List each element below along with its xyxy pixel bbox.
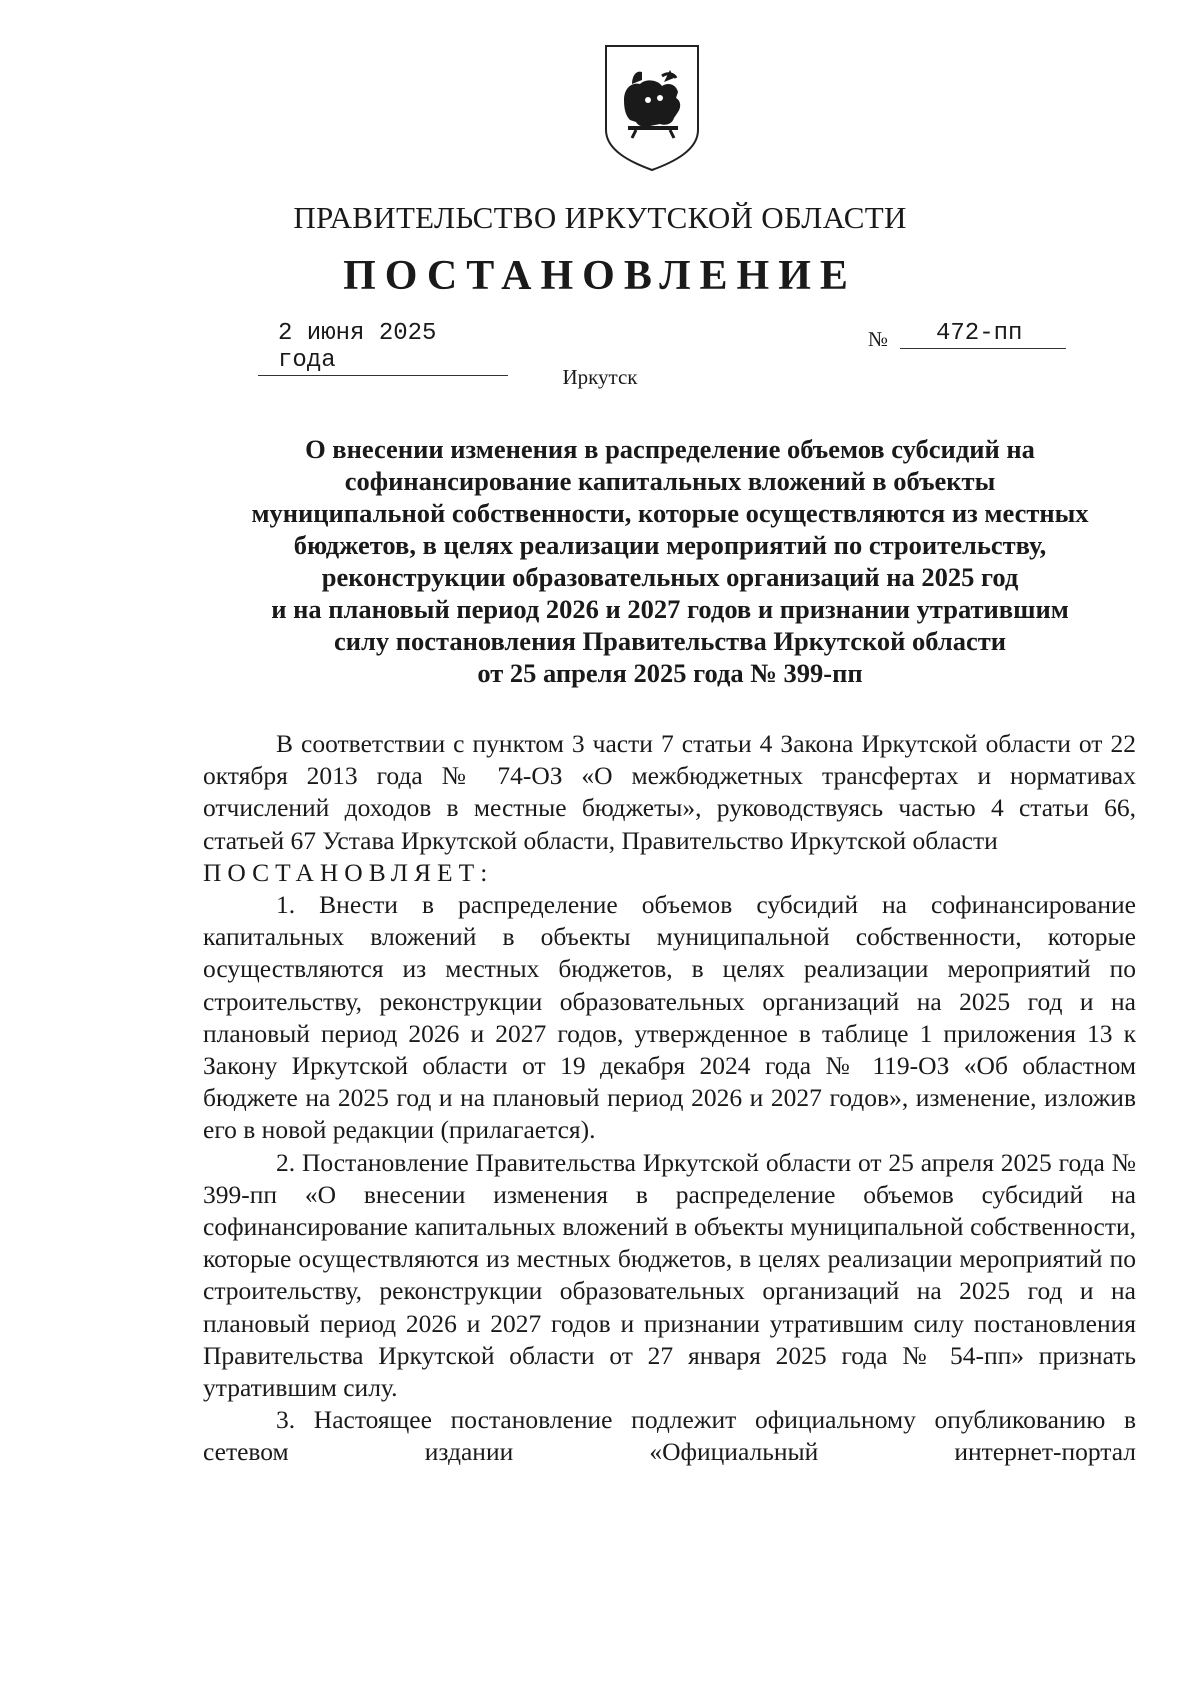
title-line: бюджетов, в целях реализации мероприятий по строительству, [293,530,1047,560]
title-line: софинансирование капитальных вложений в объекты [344,466,996,496]
item-1-paragraph: 1. Внести в распределение объемов субсидий на софинансирование капитальных вложений в объекты муниципальной собственности, которые осуществляются из местных бюджетов, в целях реализации мероприятий по строительству, реконструкции образовательных организаций на 2025 год и на плановый период 2026 и 2027 годов, утвержденное в таблице 1 приложения 13 к Закону Иркутской области от 19 декабря 2024 года № 119-ОЗ «Об областном бюджете на 2025 год и на плановый период 2026 и 2027 годов», изменение, изложив его в новой редакции (прилагается). [203,890,1136,1145]
document-date: 2 июня 2025 года [258,320,508,376]
title-line: от 25 апреля 2025 года № 399-пп [477,658,863,688]
document-city: Иркутск [562,365,638,389]
item-3-paragraph: 3. Настоящее постановление подлежит официальному опубликованию в сетевом издании «Официальный интернет-портал [203,1405,1136,1467]
title-line: силу постановления Правительства Иркутской области [333,626,1007,656]
document-title [200,433,1140,689]
title-line: О внесении изменения в распределение объемов субсидий на [305,434,1035,464]
document-type: ПОСТАНОВЛЕНИЕ [343,253,857,299]
item-2-paragraph: 2. Постановление Правительства Иркутской области от 25 апреля 2025 года № 399-пп «О внесении изменения в распределение объемов субсидий на софинансирование капитальных вложений в объекты муниципальной собственности, которые осуществляются из местных бюджетов, в целях реализации мероприятий по строительству, реконструкции образовательных организаций на 2025 год и на плановый период 2026 и 2027 годов и признании утратившим силу постановления Правительства Иркутской области от 27 января 2025 года № 54-пп» признать утратившим силу. [203,1147,1136,1403]
title-line: муниципальной собственности, которые осуществляются из местных [251,498,1089,528]
coat-of-arms-icon [602,42,702,174]
title-line: реконструкции образовательных организаций на 2025 год [321,562,1019,592]
document-body [203,728,1136,1469]
number-label: № [868,327,889,351]
government-name: ПРАВИТЕЛЬСТВО ИРКУТСКОЙ ОБЛАСТИ [293,200,907,235]
preamble-paragraph: В соответствии с пунктом 3 части 7 статьи 4 Закона Иркутской области от 22 октября 2013 года № 74-ОЗ «О межбюджетных трансфертах и нормативах отчислений доходов в местные бюджеты», руководствуясь частью 4 статьи 66, статьей 67 Устава Иркутской области, Правительство Иркутской области [203,729,1136,855]
title-line: и на плановый период 2026 и 2027 годов и признании утратившим [271,594,1069,624]
resolves-heading: ПОСТАНОВЛЯЕТ: [203,857,494,887]
document-number: 472-пп [900,320,1066,349]
